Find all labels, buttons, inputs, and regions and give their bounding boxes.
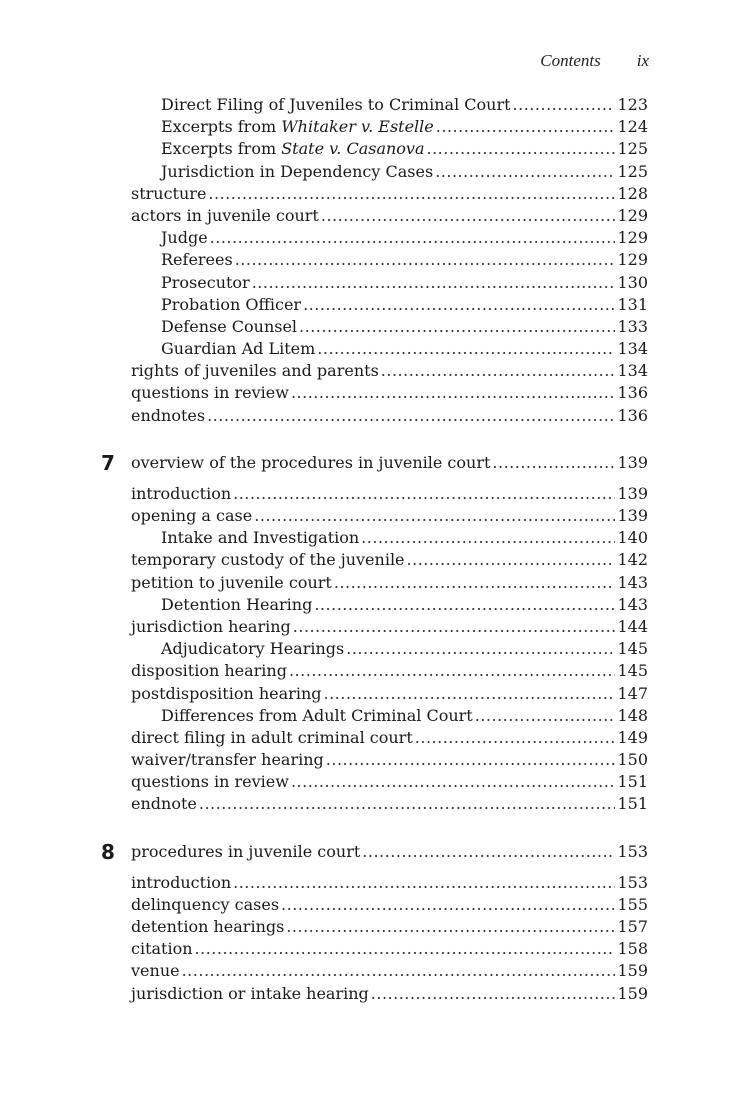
toc-entry[interactable]: [0, 382, 735, 404]
entry-page: 142: [617, 550, 648, 570]
entry-page: 139: [617, 483, 648, 503]
toc-entry[interactable]: [0, 727, 735, 749]
toc-entry[interactable]: [0, 161, 735, 183]
dot-leader: [321, 205, 616, 227]
entry-page: 158: [617, 939, 648, 959]
entry-page: 125: [617, 161, 648, 181]
dot-leader: [199, 793, 616, 815]
toc-entry[interactable]: [0, 872, 735, 894]
entry-title: [161, 116, 434, 138]
entry-page: 153: [617, 872, 648, 892]
entry-page: 124: [617, 117, 648, 137]
entry-page: 145: [617, 639, 648, 659]
entry-title: structure: [131, 183, 207, 203]
entry-title: postdisposition hearing: [131, 683, 322, 703]
toc-entry[interactable]: [0, 505, 735, 527]
entry-page: 151: [617, 794, 648, 814]
entry-title: jurisdiction or intake hearing: [131, 983, 369, 1003]
toc-block-b: [0, 483, 735, 816]
dot-leader: [303, 294, 615, 316]
toc-entry[interactable]: [0, 183, 735, 205]
entry-title: Intake and Investigation: [161, 528, 360, 548]
entry-page: 159: [617, 961, 648, 981]
entry-title: Defense Counsel: [161, 316, 298, 336]
dot-leader: [334, 572, 616, 594]
entry-title: Differences from Adult Criminal Court: [161, 705, 473, 725]
chapter-number: 7: [101, 450, 115, 475]
entry-title: endnote: [131, 794, 197, 814]
entry-title: waiver/transfer hearing: [131, 750, 324, 770]
chapter-title: procedures in juvenile court: [131, 841, 361, 861]
page-number: ix: [636, 51, 649, 70]
entry-title: Guardian Ad Litem: [161, 339, 316, 359]
chapter-heading-8[interactable]: [0, 840, 735, 864]
toc-entry[interactable]: [0, 272, 735, 294]
dot-leader: [291, 771, 616, 793]
toc-entry[interactable]: [0, 916, 735, 938]
entry-title: Adjudicatory Hearings: [161, 639, 345, 659]
entry-page: 145: [617, 661, 648, 681]
entry-page: 155: [617, 894, 648, 914]
toc-entry[interactable]: [0, 572, 735, 594]
dot-leader: [281, 894, 615, 916]
toc-entry[interactable]: [0, 749, 735, 771]
entry-title: rights of juveniles and parents: [131, 361, 379, 381]
entry-page: 134: [617, 361, 648, 381]
entry-title: [161, 138, 425, 160]
dot-leader: [208, 183, 615, 205]
toc-entry[interactable]: [0, 294, 735, 316]
dot-leader: [207, 405, 615, 427]
entry-title-prefix: Excerpts from: [161, 117, 282, 137]
dot-leader: [492, 451, 615, 475]
entry-page: 143: [617, 594, 648, 614]
entry-page: 131: [617, 294, 648, 314]
entry-page: 143: [617, 572, 648, 592]
toc-entry[interactable]: [0, 894, 735, 916]
entry-title: Jurisdiction in Dependency Cases: [161, 161, 434, 181]
dot-leader: [407, 549, 616, 571]
dot-leader: [299, 316, 615, 338]
entry-page: 134: [617, 339, 648, 359]
dot-leader: [233, 483, 615, 505]
toc-entry[interactable]: [0, 227, 735, 249]
entry-page: 149: [617, 727, 648, 747]
toc-entry[interactable]: [0, 249, 735, 271]
toc-entry[interactable]: [0, 660, 735, 682]
toc-entry[interactable]: [0, 116, 735, 138]
entry-title: questions in review: [131, 772, 289, 792]
entry-page: 129: [617, 228, 648, 248]
dot-leader: [293, 616, 616, 638]
entry-title: questions in review: [131, 383, 289, 403]
chapter-page: 153: [617, 841, 648, 861]
dot-leader: [235, 249, 616, 271]
dot-leader: [475, 705, 616, 727]
entry-title: actors in juvenile court: [131, 205, 319, 225]
entry-title: introduction: [131, 483, 232, 503]
dot-leader: [513, 94, 616, 116]
dot-leader: [361, 527, 615, 549]
entry-title-prefix: Excerpts from: [161, 139, 282, 159]
entry-page: 128: [617, 183, 648, 203]
dot-leader: [252, 272, 616, 294]
chapter-heading-7[interactable]: [0, 451, 735, 475]
entry-title: jurisdiction hearing: [131, 616, 291, 636]
toc-entry[interactable]: [0, 138, 735, 160]
entry-page: 125: [617, 139, 648, 159]
entry-title: citation: [131, 939, 193, 959]
entry-page: 144: [617, 616, 648, 636]
toc-entry[interactable]: [0, 705, 735, 727]
toc-entry[interactable]: [0, 938, 735, 960]
dot-leader: [254, 505, 615, 527]
dot-leader: [286, 916, 615, 938]
entry-page: 129: [617, 250, 648, 270]
dot-leader: [314, 594, 615, 616]
entry-title: temporary custody of the juvenile: [131, 550, 405, 570]
toc-entry[interactable]: [0, 549, 735, 571]
entry-title: Judge: [161, 228, 208, 248]
entry-page: 130: [617, 272, 648, 292]
running-header: [540, 51, 649, 71]
entry-page: 148: [617, 705, 648, 725]
dot-leader: [427, 138, 616, 160]
entry-title: Probation Officer: [161, 294, 302, 314]
toc-entry[interactable]: [0, 527, 735, 549]
toc-entry[interactable]: [0, 616, 735, 638]
entry-title: Prosecutor: [161, 272, 250, 292]
entry-title: Direct Filing of Juveniles to Criminal Court: [161, 95, 511, 114]
entry-title: Referees: [161, 250, 233, 270]
toc-entry[interactable]: [0, 960, 735, 982]
toc-entry[interactable]: [0, 771, 735, 793]
dot-leader: [326, 749, 616, 771]
toc-entry[interactable]: [0, 94, 735, 116]
dot-leader: [346, 638, 615, 660]
entry-title: delinquency cases: [131, 894, 280, 914]
toc-entry[interactable]: [0, 316, 735, 338]
dot-leader: [210, 227, 616, 249]
dot-leader: [362, 840, 615, 864]
entry-page: 150: [617, 750, 648, 770]
entry-title: direct filing in adult criminal court: [131, 727, 413, 747]
entry-title: endnotes: [131, 405, 206, 425]
chapter-title: overview of the procedures in juvenile court: [131, 452, 491, 472]
toc-entry[interactable]: [0, 483, 735, 505]
entry-title: Detention Hearing: [161, 594, 313, 614]
entry-title: detention hearings: [131, 917, 285, 936]
entry-page: 147: [617, 683, 648, 703]
toc-entry[interactable]: [0, 405, 735, 427]
entry-page: 157: [617, 917, 648, 936]
dot-leader: [195, 938, 616, 960]
toc-entry[interactable]: [0, 683, 735, 705]
chapter-page: 139: [617, 452, 648, 472]
entry-title: opening a case: [131, 506, 253, 525]
entry-page: 133: [617, 316, 648, 336]
entry-page: 139: [617, 506, 648, 525]
toc-entry[interactable]: [0, 594, 735, 616]
dot-leader: [317, 338, 615, 360]
dot-leader: [182, 960, 616, 982]
dot-leader: [435, 161, 615, 183]
toc-block-c: [0, 872, 735, 1005]
entry-page: 129: [617, 205, 648, 225]
dot-leader: [289, 660, 615, 682]
toc-block-a: [0, 94, 735, 427]
running-header-section: Contents: [540, 51, 601, 70]
entry-page: 136: [617, 383, 648, 403]
toc-entry[interactable]: [0, 205, 735, 227]
chapter-number: 8: [101, 839, 115, 864]
dot-leader: [291, 382, 616, 404]
dot-leader: [415, 727, 616, 749]
table-of-contents: [0, 94, 735, 1005]
toc-entry[interactable]: [0, 638, 735, 660]
dot-leader: [323, 683, 615, 705]
toc-entry[interactable]: [0, 983, 735, 1005]
entry-title-case-name: Whitaker v. Estelle: [281, 117, 434, 137]
entry-page: 140: [617, 528, 648, 548]
entry-page: 159: [617, 983, 648, 1003]
entry-page: 151: [617, 772, 648, 792]
dot-leader: [371, 983, 616, 1005]
entry-page: 136: [617, 405, 648, 425]
dot-leader: [381, 360, 616, 382]
entry-title: disposition hearing: [131, 661, 287, 681]
toc-entry[interactable]: [0, 793, 735, 815]
toc-entry[interactable]: [0, 360, 735, 382]
entry-page: 123: [617, 95, 648, 114]
toc-entry[interactable]: [0, 338, 735, 360]
entry-title: introduction: [131, 872, 232, 892]
dot-leader: [436, 116, 616, 138]
entry-title: petition to juvenile court: [131, 572, 332, 592]
entry-title: venue: [131, 961, 180, 981]
entry-title-case-name: State v. Casanova: [281, 139, 425, 159]
dot-leader: [233, 872, 615, 894]
